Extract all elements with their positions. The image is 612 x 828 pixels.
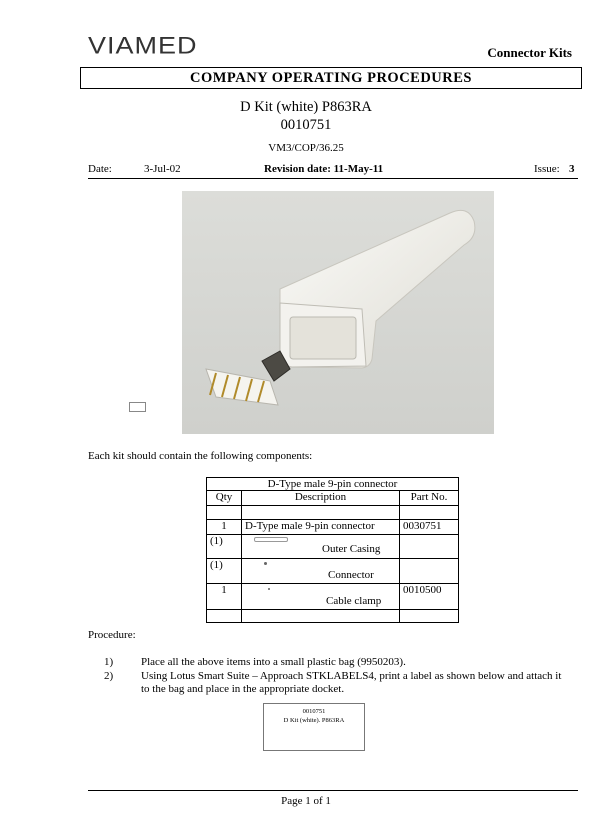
table-row [207, 584, 459, 610]
cell-part-no [400, 506, 459, 520]
sample-label [263, 703, 365, 751]
label-line-title: D Kit (white). P863RA [283, 717, 345, 724]
table-caption-row [207, 478, 459, 491]
cell-qty [207, 610, 242, 623]
document-reference: VM3/COP/36.25 [268, 142, 344, 154]
document-number: 0010751 [280, 117, 332, 133]
description-text: Outer Casing [322, 543, 381, 555]
table-row [207, 610, 459, 623]
label-line-number: 0010751 [302, 708, 326, 715]
cell-qty: (1) [207, 559, 242, 584]
page-footer: Page 1 of 1 [281, 795, 331, 807]
procedure-label: Procedure: [88, 629, 136, 641]
step-number: 1) [104, 656, 114, 668]
connector-thumbnail [264, 562, 267, 565]
revision-date: Revision date: 11-May-11 [264, 163, 384, 175]
cell-description [242, 535, 400, 559]
cell-qty: (1) [207, 535, 242, 559]
footer-divider [88, 790, 578, 791]
info-divider [88, 178, 578, 179]
company-logo: VIAMED [88, 32, 198, 59]
cell-part-no: 0010500 [400, 584, 459, 610]
table-row [207, 559, 459, 584]
product-photo-illustration [182, 191, 494, 434]
cell-qty: 1 [207, 584, 242, 610]
date-label: Date: [88, 163, 112, 175]
table-row [207, 535, 459, 559]
table-row [207, 520, 459, 535]
cell-description: D-Type male 9-pin connector [242, 520, 400, 535]
description-text: Cable clamp [326, 595, 382, 607]
cell-part-no [400, 535, 459, 559]
document-title: D Kit (white) P863RA [240, 99, 372, 115]
issue-label: Issue: [534, 163, 560, 175]
procedure-title-box: COMPANY OPERATING PROCEDURES [80, 67, 582, 89]
cell-part-no [400, 610, 459, 623]
components-intro: Each kit should contain the following components: [88, 450, 313, 462]
issue-value: 3 [569, 163, 575, 175]
header-description: Description [242, 491, 400, 506]
date-value: 3-Jul-02 [144, 163, 181, 175]
cell-description [242, 506, 400, 520]
product-photo [182, 191, 494, 434]
components-table [206, 477, 459, 623]
step-number: 2) [104, 670, 114, 682]
cell-qty: 1 [207, 520, 242, 535]
header-part-no: Part No. [400, 491, 459, 506]
table-caption: D-Type male 9-pin connector [207, 478, 459, 491]
cell-part-no [400, 559, 459, 584]
cable-clamp-thumbnail [268, 588, 270, 590]
step-text: Place all the above items into a small plastic bag (9950203). [141, 656, 406, 668]
table-header-row [207, 491, 459, 506]
table-row [207, 506, 459, 520]
section-label: Connector Kits [487, 45, 572, 60]
outer-casing-thumbnail [254, 537, 288, 542]
document-info-row [88, 163, 578, 177]
cell-description [242, 610, 400, 623]
description-text: Connector [328, 569, 374, 581]
image-placeholder-icon [129, 402, 146, 412]
cell-description [242, 584, 400, 610]
cell-qty [207, 506, 242, 520]
cell-description [242, 559, 400, 584]
header-qty: Qty [207, 491, 242, 506]
cell-part-no: 0030751 [400, 520, 459, 535]
step-text: Using Lotus Smart Suite – Approach STKLABELS4, print a label as shown below and attach it to the bag and place in the appropriate docket. [141, 670, 562, 695]
